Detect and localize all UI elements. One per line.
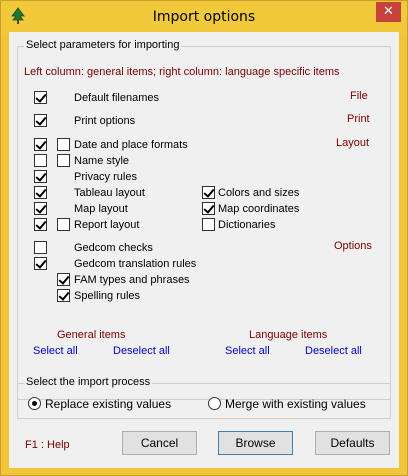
merge-existing-label: Merge with existing values bbox=[225, 397, 366, 411]
replace-existing-label: Replace existing values bbox=[45, 397, 172, 411]
default-filenames-label: Default filenames bbox=[74, 92, 159, 104]
merge-existing-radio[interactable] bbox=[208, 397, 221, 410]
report-layout-language-checkbox[interactable] bbox=[57, 218, 70, 231]
general-select-all-link[interactable]: Select all bbox=[33, 345, 78, 357]
date-place-formats-language-checkbox[interactable] bbox=[57, 138, 70, 151]
name-style-label: Name style bbox=[74, 155, 130, 167]
cancel-button[interactable]: Cancel bbox=[122, 431, 197, 455]
privacy-rules-checkbox[interactable] bbox=[34, 170, 47, 183]
map-layout-checkbox[interactable] bbox=[34, 202, 47, 215]
section-layout-label: Layout bbox=[336, 137, 370, 149]
map-coordinates-label: Map coordinates bbox=[218, 203, 300, 215]
gedcom-checks-checkbox[interactable] bbox=[34, 241, 47, 254]
date-place-formats-general-checkbox[interactable] bbox=[34, 138, 47, 151]
tableau-layout-checkbox[interactable] bbox=[34, 186, 47, 199]
print-options-checkbox[interactable] bbox=[34, 114, 47, 127]
language-select-all-link[interactable]: Select all bbox=[225, 345, 270, 357]
window-title: Import options bbox=[152, 9, 256, 25]
section-print-label: Print bbox=[347, 113, 370, 125]
import-parameters-label: Select parameters for importing bbox=[26, 39, 180, 51]
print-options-label: Print options bbox=[74, 115, 136, 127]
gedcom-translation-rules-label: Gedcom translation rules bbox=[74, 258, 197, 270]
gedcom-translation-rules-checkbox[interactable] bbox=[34, 257, 47, 270]
name-style-general-checkbox[interactable] bbox=[34, 154, 47, 167]
title-bar[interactable] bbox=[1, 1, 407, 33]
section-file-label: File bbox=[350, 90, 368, 102]
map-layout-label: Map layout bbox=[74, 203, 128, 215]
import-parameters-group bbox=[17, 39, 391, 400]
column-note: Left column: general items; right column: language specific items bbox=[24, 66, 340, 78]
gedcom-checks-label: Gedcom checks bbox=[74, 242, 153, 254]
close-icon[interactable]: ✕ bbox=[376, 2, 401, 22]
tableau-layout-label: Tableau layout bbox=[74, 187, 145, 199]
date-place-formats-label: Date and place formats bbox=[74, 139, 188, 151]
report-layout-general-checkbox[interactable] bbox=[34, 218, 47, 231]
defaults-button[interactable]: Defaults bbox=[315, 431, 390, 455]
section-options-label: Options bbox=[334, 240, 372, 252]
language-items-label: Language items bbox=[249, 329, 328, 341]
spelling-rules-checkbox[interactable] bbox=[57, 289, 70, 302]
name-style-language-checkbox[interactable] bbox=[57, 154, 70, 167]
language-deselect-all-link[interactable]: Deselect all bbox=[305, 345, 362, 357]
map-coordinates-checkbox[interactable] bbox=[202, 202, 215, 215]
privacy-rules-label: Privacy rules bbox=[74, 171, 137, 183]
dictionaries-checkbox[interactable] bbox=[202, 218, 215, 231]
colors-sizes-checkbox[interactable] bbox=[202, 186, 215, 199]
colors-sizes-label: Colors and sizes bbox=[218, 187, 300, 199]
dictionaries-label: Dictionaries bbox=[218, 219, 276, 231]
general-items-label: General items bbox=[57, 329, 126, 341]
fam-types-phrases-checkbox[interactable] bbox=[57, 273, 70, 286]
import-process-group bbox=[17, 376, 391, 419]
help-hint: F1 : Help bbox=[25, 439, 70, 451]
replace-existing-radio[interactable] bbox=[28, 397, 41, 410]
fam-types-phrases-label: FAM types and phrases bbox=[74, 274, 190, 286]
browse-button[interactable]: Browse bbox=[218, 431, 293, 455]
report-layout-label: Report layout bbox=[74, 219, 140, 231]
dialog-client bbox=[9, 32, 399, 468]
general-deselect-all-link[interactable]: Deselect all bbox=[113, 345, 170, 357]
import-process-label: Select the import process bbox=[26, 376, 151, 388]
spelling-rules-label: Spelling rules bbox=[74, 290, 141, 302]
default-filenames-checkbox[interactable] bbox=[34, 91, 47, 104]
